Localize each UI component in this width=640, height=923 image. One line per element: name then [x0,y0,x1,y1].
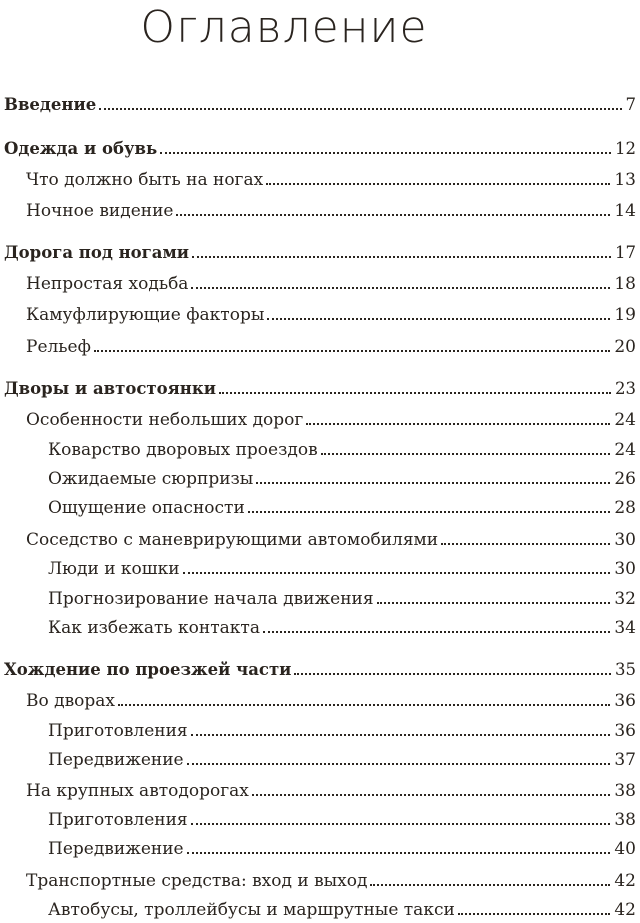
toc-entry-page-number: 35 [611,657,636,683]
dot-leader [441,543,610,545]
toc-entry-title: Прогнозирование начала движения [48,586,377,612]
toc-entry[interactable] [4,240,636,266]
toc-entry[interactable] [26,302,636,328]
toc-entry-page-number: 7 [622,92,637,118]
toc-entry-title: Одежда и обувь [4,136,160,162]
toc-entry[interactable] [26,868,636,894]
toc-entry[interactable] [4,376,636,402]
toc-entry[interactable] [48,747,636,773]
toc-entry[interactable] [48,586,636,612]
toc-entry-page-number: 40 [610,836,636,862]
toc-entry[interactable] [48,495,636,521]
toc-entry-title: Приготовления [48,718,191,744]
toc-entry-title: Рельеф [26,334,94,360]
toc-entry-page-number: 20 [610,334,636,360]
toc-entry[interactable] [26,778,636,804]
toc-entry-page-number: 13 [610,167,636,193]
toc-entry[interactable] [48,556,636,582]
toc-entry-page-number: 24 [610,437,636,463]
toc-entry-title: Передвижение [48,747,187,773]
dot-leader [267,318,610,320]
toc-entry-page-number: 38 [610,778,636,804]
toc-entry-page-number: 19 [610,302,636,328]
dot-leader [294,673,611,675]
dot-leader [266,183,610,185]
toc-entry-page-number: 36 [610,718,636,744]
toc-entry-title: Транспортные средства: вход и выход [26,868,370,894]
toc-entry-title: Как избежать контакта [48,615,263,641]
toc-entry-title: На крупных автодорогах [26,778,252,804]
dot-leader [219,392,611,394]
page-title: Оглавление [140,2,428,53]
toc-entry[interactable] [26,167,636,193]
toc-entry[interactable] [48,466,636,492]
toc-entry[interactable] [48,615,636,641]
toc-entry[interactable] [48,807,636,833]
toc-entry-title: Дорога под ногами [4,240,192,266]
toc-entry-title: Непростая ходьба [26,271,191,297]
dot-leader [160,152,611,154]
toc-entry[interactable] [4,136,636,162]
toc-entry-page-number: 28 [610,495,636,521]
dot-leader [99,108,621,110]
toc-entry-page-number: 17 [611,240,636,266]
toc-entry[interactable] [26,198,636,224]
toc-entry-page-number: 24 [610,407,636,433]
toc-entry[interactable] [48,437,636,463]
toc-entry-page-number: 12 [611,136,636,162]
dot-leader [321,453,611,455]
toc-entry-page-number: 26 [610,466,636,492]
toc-entry-page-number: 23 [611,376,636,402]
toc-entry[interactable] [26,271,636,297]
toc-entry-page-number: 30 [610,527,636,553]
dot-leader [191,823,611,825]
toc-entry-page-number: 14 [610,198,636,224]
dot-leader [306,423,610,425]
toc-entry-page-number: 42 [610,897,636,923]
toc-entry[interactable] [26,407,636,433]
toc-entry-page-number: 38 [610,807,636,833]
toc-entry[interactable] [48,836,636,862]
toc-entry-title: Введение [4,92,99,118]
dot-leader [263,631,610,633]
toc-entry-page-number: 30 [610,556,636,582]
toc-entry[interactable] [48,718,636,744]
toc-entry-page-number: 42 [610,868,636,894]
toc-entry-title: Приготовления [48,807,191,833]
toc-entry-title: Дворы и автостоянки [4,376,219,402]
dot-leader [187,763,611,765]
dot-leader [256,482,610,484]
dot-leader [183,572,611,574]
toc-entry-title: Камуфлирующие факторы [26,302,267,328]
dot-leader [192,256,611,258]
toc-entry-title: Ожидаемые сюрпризы [48,466,256,492]
toc-entry[interactable] [4,657,636,683]
toc-entry-title: Коварство дворовых проездов [48,437,321,463]
dot-leader [187,852,611,854]
toc-entry[interactable] [4,92,636,118]
toc-entry-page-number: 32 [610,586,636,612]
toc-entry-title: Автобусы, троллейбусы и маршрутные такси [48,897,458,923]
dot-leader [176,214,610,216]
dot-leader [94,350,610,352]
dot-leader [248,511,611,513]
toc-entry[interactable] [26,334,636,360]
toc-entry[interactable] [26,527,636,553]
toc-entry-page-number: 37 [610,747,636,773]
toc-entry-title: Хождение по проезжей части [4,657,294,683]
toc-entry-title: Соседство с маневрирующими автомобилями [26,527,441,553]
toc-entry-title: Ощущение опасности [48,495,248,521]
toc-entry-page-number: 18 [610,271,636,297]
dot-leader [458,913,611,915]
dot-leader [118,704,610,706]
toc-entry-page-number: 34 [610,615,636,641]
toc-entry-title: Что должно быть на ногах [26,167,266,193]
toc-entry-title: Передвижение [48,836,187,862]
toc-entry-title: Во дворах [26,688,118,714]
dot-leader [252,794,611,796]
dot-leader [191,734,611,736]
toc-entry[interactable] [48,897,636,923]
dot-leader [377,602,611,604]
toc-entry[interactable] [26,688,636,714]
toc-entry-title: Особенности небольших дорог [26,407,306,433]
dot-leader [370,884,610,886]
toc-entry-title: Ночное видение [26,198,176,224]
dot-leader [191,287,610,289]
toc-entry-page-number: 36 [610,688,636,714]
toc-entry-title: Люди и кошки [48,556,183,582]
